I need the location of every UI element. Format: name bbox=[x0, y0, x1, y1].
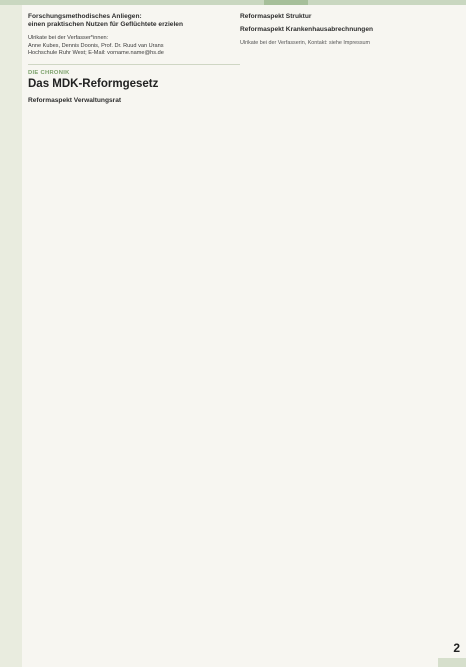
subsection-heading-verwaltungsrat: Reformaspekt Verwaltungsrat bbox=[28, 97, 122, 105]
section-heading bbox=[28, 13, 240, 29]
left-margin-bar bbox=[0, 5, 22, 667]
subsection-heading-struktur: Reformaspekt Struktur bbox=[240, 13, 312, 20]
corner-decoration bbox=[438, 658, 466, 667]
author-names: Anne Kubes, Dennis Doonis, Prof. Dr. Ruud van Urans bbox=[28, 42, 164, 49]
right-column bbox=[240, 8, 452, 47]
header-tag bbox=[264, 0, 308, 5]
article-title: Das MDK-Reformgesetz bbox=[28, 78, 159, 91]
section-heading-line2: einen praktischen Nutzen für Geflüchtete erzielen bbox=[28, 21, 183, 29]
author-credit: Ulrikate bei der Verfasserin, Kontakt: siehe Impressum bbox=[240, 40, 371, 47]
left-column bbox=[28, 8, 240, 107]
author-affiliation: Hochschule Ruhr West; E-Mail: vorname.name@hs.de bbox=[28, 50, 164, 57]
article-kicker: DIE CHRONIK bbox=[28, 69, 70, 76]
page-number: 2 bbox=[453, 641, 460, 655]
section-divider bbox=[28, 64, 240, 65]
section-heading-line1: Forschungsmethodisches Anliegen: bbox=[28, 13, 142, 20]
subsection-heading-krankenhaus: Reformaspekt Krankenhausabrechnungen bbox=[240, 26, 374, 34]
author-label: Ulrikate bei der Verfasser*innen: bbox=[28, 35, 109, 42]
author-block bbox=[28, 35, 240, 57]
top-strip bbox=[0, 0, 466, 5]
